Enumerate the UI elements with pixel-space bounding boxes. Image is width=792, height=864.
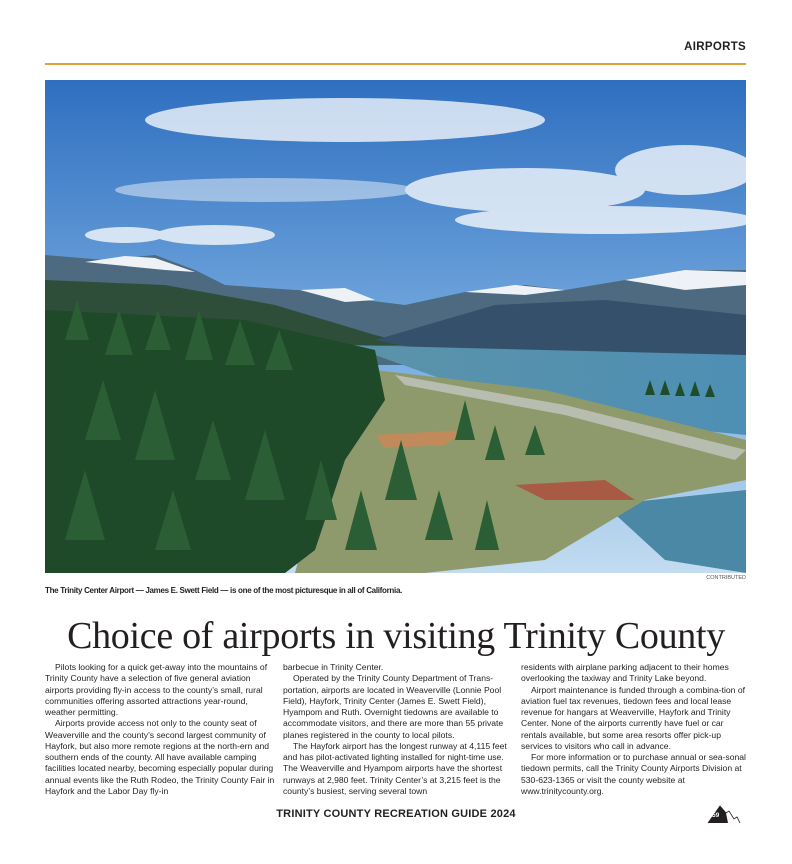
article-title: Choice of airports in visiting Trinity County — [67, 615, 725, 657]
article-column-2 — [283, 662, 513, 797]
publication-footer: TRINITY COUNTY RECREATION GUIDE 2024 — [276, 808, 516, 820]
paragraph: residents with airplane parking adjacent to their homes overlooking the taxiway and Trinity Lake beyond. — [521, 662, 729, 684]
section-label: AIRPORTS — [684, 41, 746, 53]
paragraph: Airport maintenance is funded through a combina-tion of aviation fuel tax revenues, tiedown fees and local lease revenue for hangars at Weaverville, Hayfork and Trinity Center. None of the airports currently have fuel or car rentals available, but some area resorts offer pick-up services to visitors who call in advance. — [521, 684, 746, 751]
airport-landscape-photo — [45, 80, 746, 573]
page-number: 59 — [712, 812, 720, 819]
paragraph: The Hayfork airport has the longest runway at 4,115 feet and has pilot-activated lighting installed for night-time use. The Weaverville and Hyampom airports have the shortest runways at 2,980 feet. Trinity Center’s at 3,215 feet is the county’s busiest, serving several town — [283, 740, 507, 796]
photo-caption: The Trinity Center Airport — James E. Swett Field — is one of the most picturesque in all of California. — [45, 586, 403, 595]
photo-credit: CONTRIBUTED — [706, 575, 746, 581]
header-rule — [45, 63, 746, 65]
paragraph: Airports provide access not only to the county seat of Weaverville and the county’s second largest community of Hayfork, but also more remote regions at the north-ern and southern ends of the county. All have available camping facilities located nearby, becoming especially popular during annual events like the Ruth Rodeo, the Trinity County Fair in Hayfork and the Labor Day fly-in — [45, 718, 275, 796]
page-number-badge — [707, 803, 741, 825]
paragraph: Operated by the Trinity County Department of Trans-portation, airports are located in Weaverville (Lonnie Pool Field), Hayfork, Trinity Center (James E. Swett Field), Hyampom and Ruth. Overnight tiedowns are available to accommodate visitors, and there are more than 55 private planes registered in the county to local pilots. — [283, 673, 504, 740]
paragraph: For more information or to purchase annual or sea-sonal tiedown permits, call the Trinity County Airports Division at 530-623-1365 or visit the county website at www.trinitycounty.org. — [521, 752, 746, 796]
article-column-3 — [521, 662, 751, 797]
paragraph: barbecue in Trinity Center. — [283, 662, 384, 672]
article-column-1 — [45, 662, 275, 797]
paragraph: Pilots looking for a quick get-away into the mountains of Trinity County have a selection of five general aviation airports providing fly-in access to the county’s small, rural communities offering assorted attractions year-round, weather permitting. — [45, 662, 268, 717]
